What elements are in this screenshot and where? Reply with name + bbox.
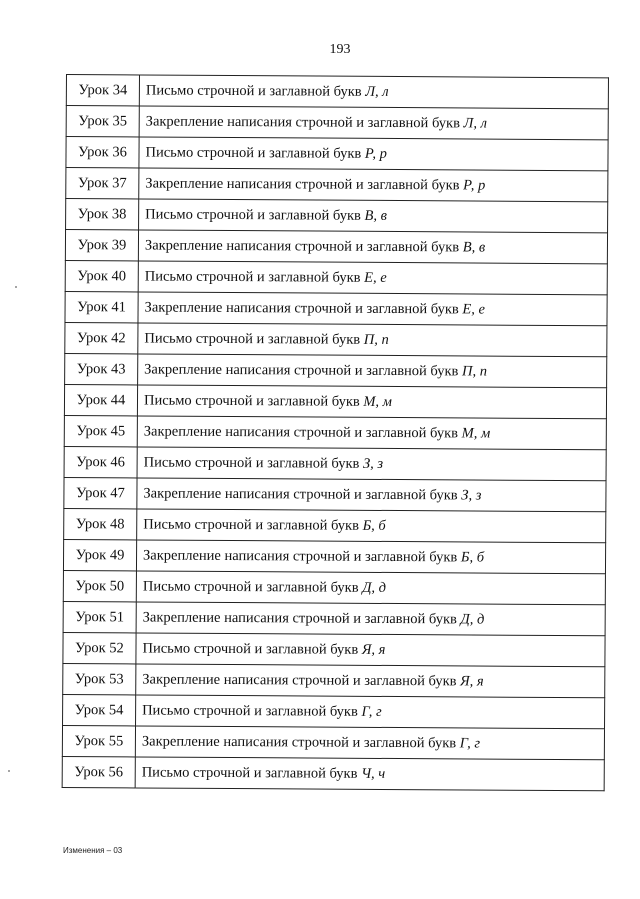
topic-letters: П, п [462, 363, 488, 380]
lesson-topic [136, 602, 605, 636]
table-row [63, 632, 605, 666]
lesson-number: Урок 52 [63, 632, 136, 663]
topic-text: Закрепление написания строчной и заглавной букв [145, 113, 460, 132]
lesson-topic [135, 757, 604, 791]
topic-letters: Ч, ч [361, 765, 386, 782]
lesson-topic [138, 323, 607, 357]
table-row [66, 137, 608, 171]
lesson-topic [138, 292, 607, 326]
lesson-topic [136, 633, 605, 667]
topic-letters: Г, г [459, 735, 481, 752]
lesson-topic [138, 354, 607, 388]
table-row [63, 694, 605, 728]
topic-text: Письмо строчной и заглавной букв [144, 330, 361, 348]
lesson-topic [136, 695, 605, 729]
table-row [64, 446, 606, 480]
lesson-number: Урок 35 [66, 106, 139, 137]
lesson-number: Урок 50 [63, 570, 136, 601]
lesson-number: Урок 36 [66, 137, 139, 168]
lesson-topic [139, 75, 608, 109]
lesson-number: Урок 39 [65, 230, 138, 261]
table-row [64, 508, 606, 542]
scan-artifact [15, 286, 17, 288]
table-row [64, 477, 606, 511]
lesson-number: Урок 54 [63, 694, 136, 725]
topic-letters: Я, я [361, 641, 386, 658]
lesson-number: Урок 38 [66, 199, 139, 230]
table-row [65, 353, 607, 387]
table-row [63, 663, 605, 697]
table-row [65, 230, 607, 264]
lesson-number: Урок 48 [64, 508, 137, 539]
topic-letters: З, з [461, 487, 482, 504]
lesson-topic [137, 385, 606, 419]
table-row [62, 756, 604, 790]
topic-text: Письмо строчной и заглавной букв [144, 268, 361, 286]
topic-text: Закрепление написания строчной и заглавной букв [143, 547, 458, 566]
topic-text: Письмо строчной и заглавной букв [143, 392, 360, 410]
topic-letters: М, м [363, 393, 393, 410]
lesson-topic [139, 106, 608, 140]
topic-letters: Р, р [463, 177, 486, 194]
table-row [65, 260, 607, 294]
table-row [62, 725, 604, 759]
lesson-number: Урок 51 [63, 601, 136, 632]
table-row [64, 384, 606, 418]
lesson-number: Урок 41 [65, 291, 138, 322]
topic-text: Закрепление написания строчной и заглавной букв [142, 609, 457, 628]
lesson-number: Урок 56 [62, 756, 135, 787]
lesson-number: Урок 43 [65, 353, 138, 384]
topic-text: Письмо строчной и заглавной букв [142, 640, 359, 658]
lesson-topic [136, 540, 605, 574]
topic-text: Письмо строчной и заглавной букв [145, 144, 362, 162]
topic-text: Закрепление написания строчной и заглавной букв [143, 485, 458, 504]
lesson-number: Урок 34 [66, 75, 139, 106]
table-row [65, 322, 607, 356]
topic-text: Письмо строчной и заглавной букв [145, 206, 361, 224]
topic-text: Письмо строчной и заглавной букв [143, 516, 360, 534]
lesson-topic [136, 664, 605, 698]
table-row [66, 199, 608, 233]
lesson-number: Урок 53 [63, 663, 136, 694]
lesson-topic [137, 447, 606, 481]
table-row [65, 291, 607, 325]
table-row [64, 415, 606, 449]
topic-text: Письмо строчной и заглавной букв [142, 702, 358, 720]
topic-text: Письмо строчной и заглавной букв [143, 454, 360, 472]
page-number: 193 [329, 42, 351, 57]
lesson-number: Урок 42 [65, 322, 138, 353]
topic-text: Закрепление написания строчной и заглавной букв [141, 733, 457, 752]
topic-letters: В, в [462, 239, 486, 256]
topic-text: Закрепление написания строчной и заглавной букв [145, 175, 460, 194]
topic-text: Закрепление написания строчной и заглавной букв [143, 423, 459, 442]
lesson-number: Урок 47 [64, 477, 137, 508]
lesson-number: Урок 55 [62, 725, 135, 756]
topic-text: Закрепление написания строчной и заглавной букв [144, 361, 459, 380]
topic-letters: М, м [461, 425, 491, 442]
lesson-number: Урок 44 [64, 384, 137, 415]
table-row [66, 106, 608, 140]
topic-letters: Я, я [460, 673, 484, 690]
topic-text: Закрепление написания строчной и заглавной букв [142, 671, 457, 690]
footer-revision-note: Изменения – 03 [63, 846, 123, 855]
lesson-topic [138, 230, 607, 264]
topic-letters: Л, л [365, 83, 389, 100]
topic-letters: Е, е [364, 269, 387, 286]
lesson-topic [139, 137, 608, 171]
lesson-number: Урок 49 [63, 539, 136, 570]
topic-letters: П, п [363, 331, 389, 348]
table-row [63, 570, 605, 604]
topic-text: Письмо строчной и заглавной букв [145, 82, 362, 100]
lesson-topic [137, 416, 606, 450]
table-row [66, 75, 608, 109]
topic-text: Письмо строчной и заглавной букв [142, 578, 359, 596]
lesson-topic [136, 571, 605, 605]
topic-letters: Д, д [362, 579, 387, 596]
topic-text: Закрепление написания строчной и заглавной букв [144, 299, 459, 318]
lesson-number: Урок 45 [64, 415, 137, 446]
lesson-table [62, 74, 609, 791]
topic-letters: Г, г [361, 703, 382, 720]
topic-text: Закрепление написания строчной и заглавной букв [144, 237, 460, 256]
lesson-topic [135, 726, 604, 760]
table-row [63, 539, 605, 573]
lesson-number: Урок 37 [66, 168, 139, 199]
table-row [63, 601, 605, 635]
topic-letters: Л, л [463, 115, 488, 132]
lesson-topic [137, 509, 606, 543]
topic-letters: Р, р [364, 145, 388, 162]
lesson-number: Урок 40 [65, 260, 138, 291]
scan-artifact [8, 770, 10, 772]
table-row [66, 168, 608, 202]
topic-letters: Е, е [462, 301, 486, 318]
lesson-topic [139, 199, 608, 233]
topic-letters: В, в [364, 207, 387, 224]
lesson-topic [137, 478, 606, 512]
lesson-topic [139, 168, 608, 202]
topic-letters: Д, д [460, 611, 485, 628]
topic-text: Письмо строчной и заглавной букв [141, 764, 358, 782]
topic-letters: З, з [362, 455, 384, 472]
topic-letters: Б, б [460, 549, 485, 566]
lesson-topic [138, 261, 607, 295]
lesson-number: Урок 46 [64, 446, 137, 477]
topic-letters: Б, б [362, 517, 386, 534]
